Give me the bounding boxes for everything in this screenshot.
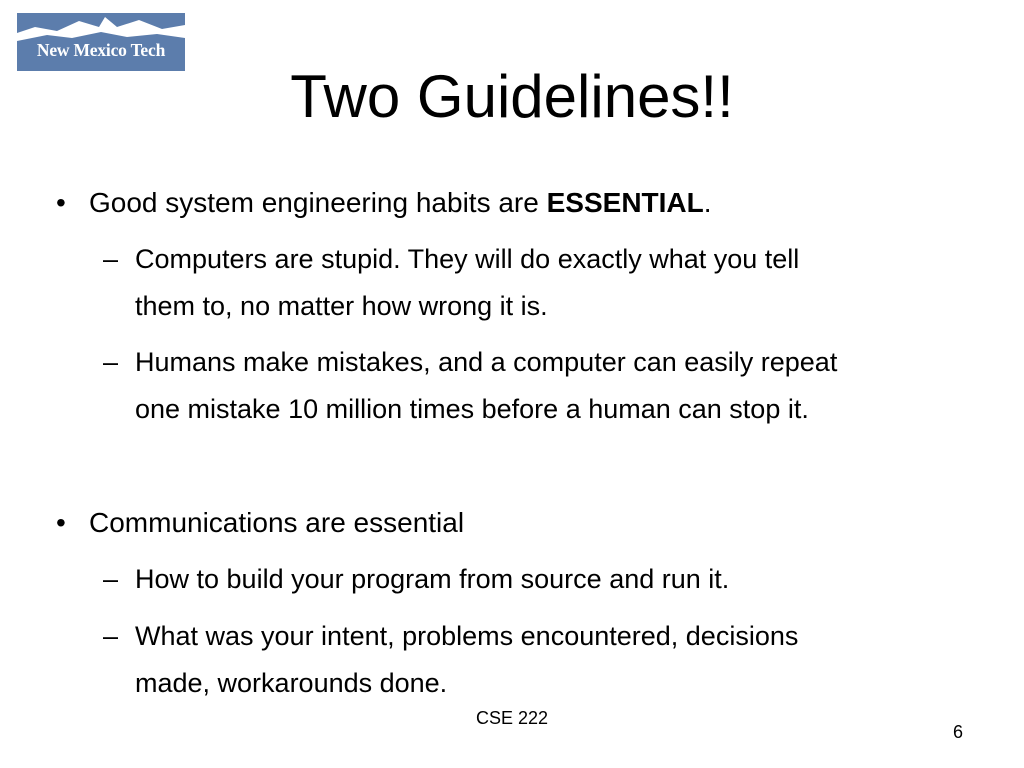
sub-bullet-line: one mistake 10 million times before a human can stop it. <box>135 394 809 424</box>
footer-course: CSE 222 <box>475 708 549 728</box>
sub-bullet-marker: – <box>103 564 119 594</box>
sub-bullet-line: How to build your program from source and run it. <box>135 564 730 594</box>
sub-bullet-marker: – <box>103 621 119 651</box>
bullet-emphasis: ESSENTIAL <box>546 187 704 218</box>
sub-bullet-line: made, workarounds done. <box>135 668 448 698</box>
sub-bullet-line: Humans make mistakes, and a computer can easily repeat <box>135 347 838 377</box>
sub-bullet-marker: – <box>103 244 119 274</box>
logo-text: New Mexico Tech <box>36 40 166 60</box>
bullet-text: Communications are essential <box>89 507 465 538</box>
bullet-text: Good system engineering habits are ESSENTIAL. <box>89 187 712 218</box>
bullet-marker: • <box>56 187 66 218</box>
slide-title: Two Guidelines!! <box>290 63 734 130</box>
bullet-marker: • <box>56 507 66 538</box>
sub-bullet-line: What was your intent, problems encountered, decisions <box>135 621 799 651</box>
sub-bullet-line: Computers are stupid. They will do exactly what you tell <box>135 244 800 274</box>
page-number: 6 <box>952 722 963 742</box>
sub-bullet-marker: – <box>103 347 119 377</box>
sub-bullet-line: them to, no matter how wrong it is. <box>135 291 548 321</box>
